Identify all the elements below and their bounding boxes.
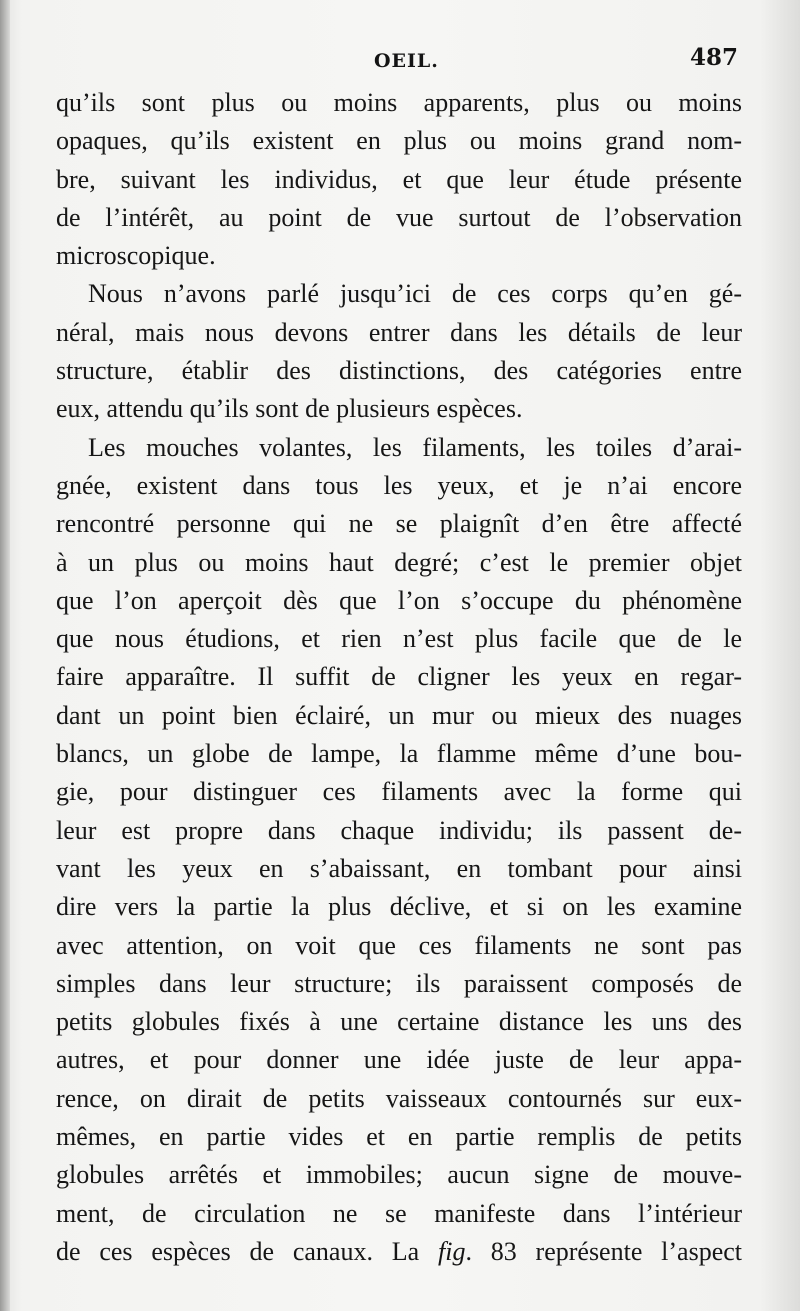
text-line: rence, on dirait de petits vaisseaux contournés sur eux-	[56, 1083, 742, 1113]
text-line: simples dans leur structure; ils paraissent composés de	[56, 968, 742, 998]
text-line: que nous étudions, et rien n’est plus facile que de le	[56, 624, 742, 654]
page-gutter-shadow	[0, 0, 10, 1311]
body-text	[56, 84, 742, 1271]
text-line: globules arrêtés et immobiles; aucun signe de mouve-	[56, 1160, 742, 1190]
text-line: qu’ils sont plus ou moins apparents, plus ou moins	[56, 88, 742, 117]
text-line: blancs, un globe de lampe, la flamme même d’une bou-	[56, 739, 742, 769]
text-line: de l’intérêt, au point de vue surtout de l’observation	[56, 202, 742, 232]
text-line: petits globules fixés à une certaine distance les uns des	[56, 1007, 742, 1037]
text-line: faire apparaître. Il suffit de cligner les yeux en regar-	[56, 662, 742, 692]
running-head: OEIL.	[374, 50, 439, 72]
text-line: dant un point bien éclairé, un mur ou mieux des nuages	[56, 700, 742, 730]
text-fragment: de ces espèces de canaux. La	[56, 1236, 438, 1266]
figure-abbreviation: fig	[438, 1236, 466, 1266]
text-line: gie, pour distinguer ces filaments avec la forme qui	[56, 777, 742, 807]
text-fragment: . 83 représente l’aspect	[465, 1236, 743, 1266]
text-line: Les mouches volantes, les filaments, les toiles d’arai-	[88, 432, 742, 462]
page-header	[56, 44, 740, 80]
text-line: structure, établir des distinctions, des catégories entre	[56, 356, 742, 386]
text-line: gnée, existent dans tous les yeux, et je n’ai encore	[56, 470, 742, 500]
text-line: à un plus ou moins haut degré; c’est le premier objet	[56, 547, 742, 577]
page-number: 487	[689, 44, 738, 71]
text-line: Nous n’avons parlé jusqu’ici de ces corps qu’en gé-	[88, 279, 742, 309]
text-line: autres, et pour donner une idée juste de leur appa-	[56, 1045, 742, 1075]
text-line: vant les yeux en s’abaissant, en tombant pour ainsi	[56, 853, 742, 883]
text-line: opaques, qu’ils existent en plus ou moins grand nom-	[56, 126, 742, 156]
text-line: eux, attendu qu’ils sont de plusieurs espèces.	[56, 394, 523, 424]
text-line: ment, de circulation ne se manifeste dans l’intérieur	[56, 1198, 742, 1228]
text-line: mêmes, en partie vides et en partie remplis de petits	[56, 1122, 742, 1152]
text-line: dire vers la partie la plus déclive, et si on les examine	[56, 892, 742, 922]
text-line: leur est propre dans chaque individu; ils passent de-	[56, 815, 742, 845]
text-line: bre, suivant les individus, et que leur étude présente	[56, 164, 742, 194]
text-line: que l’on aperçoit dès que l’on s’occupe du phénomène	[56, 585, 742, 615]
text-line: néral, mais nous devons entrer dans les détails de leur	[56, 317, 742, 347]
text-line: avec attention, on voit que ces filaments ne sont pas	[56, 930, 742, 960]
text-line: microscopique.	[56, 241, 216, 271]
text-line: rencontré personne qui ne se plaignît d’en être affecté	[56, 509, 742, 539]
text-line-last	[56, 1233, 742, 1271]
